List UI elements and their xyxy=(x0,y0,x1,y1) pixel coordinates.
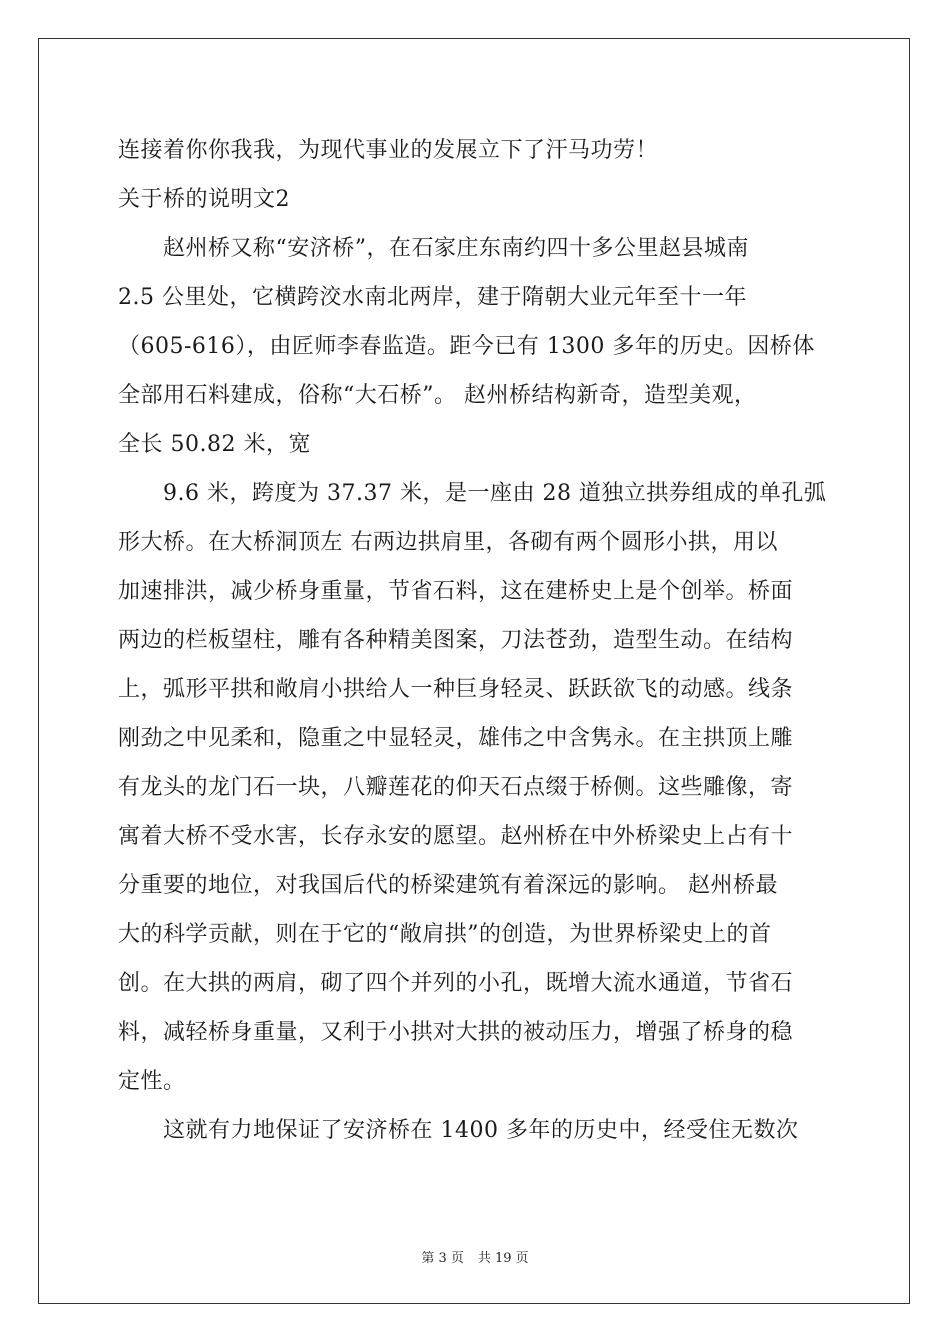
text-line: 定性。 xyxy=(118,1069,186,1094)
text-line: 2.5 公里处，它横跨洨水南北两岸，建于隋朝大业元年至十一年 xyxy=(118,285,747,310)
page-total: 共 19 页 xyxy=(477,1251,529,1266)
text-line: 这就有力地保证了安济桥在 1400 多年的历史中，经受住无数次 xyxy=(118,1118,799,1143)
text-line: 料，减轻桥身重量，又利于小拱对大拱的被动压力，增强了桥身的稳 xyxy=(118,1020,794,1045)
text-line: 加速排洪，减少桥身重量，节省石料，这在建桥史上是个创举。桥面 xyxy=(118,579,794,604)
text-line: 有龙头的龙门石一块，八瓣莲花的仰天石点缀于桥侧。这些雕像，寄 xyxy=(118,775,794,800)
text-line: 分重要的地位，对我国后代的桥梁建筑有着深远的影响。 赵州桥最 xyxy=(118,873,778,898)
text-line: 连接着你你我我，为现代事业的发展立下了汗马功劳！ xyxy=(118,138,659,163)
text-line: 赵州桥又称“安济桥”，在石家庄东南约四十多公里赵县城南 xyxy=(118,236,749,261)
page-number: 第 3 页 xyxy=(421,1251,464,1266)
text-line: 形大桥。在大桥洞顶左 右两边拱肩里，各砌有两个圆形小拱，用以 xyxy=(118,530,778,555)
text-line: 创。在大拱的两肩，砌了四个并列的小孔，既增大流水通道，节省石 xyxy=(118,971,794,996)
text-line: 全部用石料建成，俗称“大石桥”。 赵州桥结构新奇，造型美观， xyxy=(118,383,757,408)
text-line: 大的科学贡献，则在于它的“敞肩拱”的创造，为世界桥梁史上的首 xyxy=(118,922,772,947)
section-heading: 关于桥的说明文2 xyxy=(118,187,290,212)
text-line: 寓着大桥不受水害，长存永安的愿望。赵州桥在中外桥梁史上占有十 xyxy=(118,824,794,849)
text-line: 上，弧形平拱和敞肩小拱给人一种巨身轻灵、跃跃欲飞的动感。线条 xyxy=(118,677,794,702)
text-line: 刚劲之中见柔和，隐重之中显轻灵，雄伟之中含隽永。在主拱顶上雕 xyxy=(118,726,794,751)
text-line: （605-616），由匠师李春监造。距今已有 1300 多年的历史。因桥体 xyxy=(118,334,815,359)
text-line: 全长 50.82 米，宽 xyxy=(118,432,311,457)
document-body xyxy=(118,126,838,1155)
page-footer xyxy=(0,1247,950,1266)
text-line: 9.6 米，跨度为 37.37 米，是一座由 28 道独立拱券组成的单孔弧 xyxy=(118,481,827,506)
text-line: 两边的栏板望柱，雕有各种精美图案，刀法苍劲，造型生动。在结构 xyxy=(118,628,794,653)
